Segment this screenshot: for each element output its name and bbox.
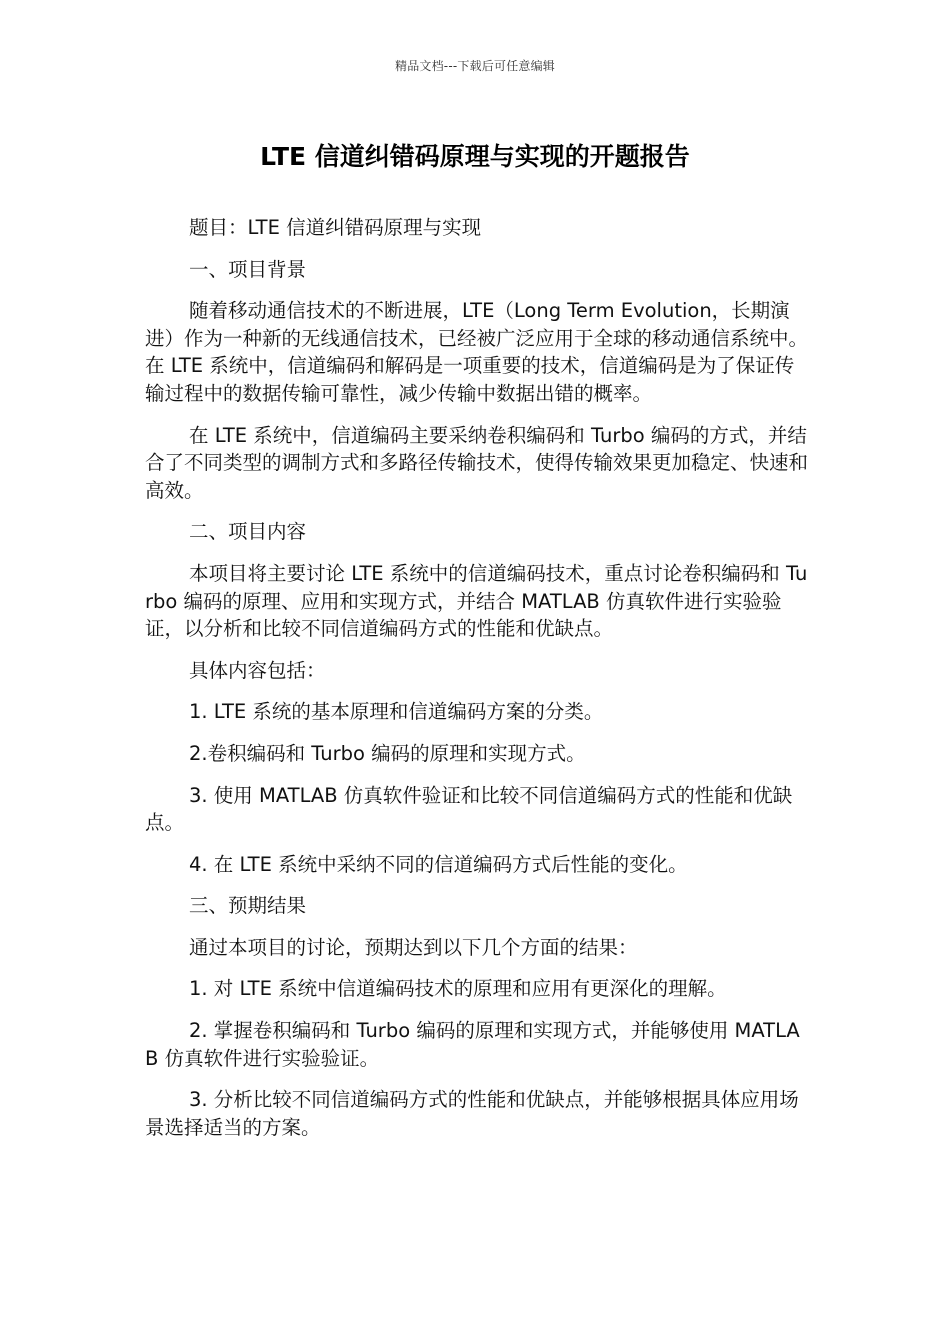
document-body [145,214,810,1155]
content-list-item: 2.卷积编码和 Turbo 编码的原理和实现方式。 [189,741,586,765]
content-list-item: 4. 在 LTE 系统中采纳不同的信道编码方式后性能的变化。 [189,852,688,876]
content-list-item: 3. 使用 MATLAB 仿真软件验证和比较不同信道编码方式的性能和优缺点。 [145,783,793,835]
content-paragraph: 本项目将主要讨论 LTE 系统中的信道编码技术，重点讨论卷积编码和 Turbo 编码的原理、应用和实现方式，并结合 MATLAB 仿真软件进行实验验证，以分析和比较不同信道编码方式的性能和优缺点。 [145,561,808,641]
section-heading-background: 一、项目背景 [189,257,307,281]
content-list-intro: 具体内容包括： [189,658,326,682]
background-paragraph-2: 在 LTE 系统中，信道编码主要采纳卷积编码和 Turbo 编码的方式，并结合了不同类型的调制方式和多路径传输技术，使得传输效果更加稳定、快速和高效。 [145,423,809,502]
document-title: LTE 信道纠错码原理与实现的开题报告 [260,142,690,171]
topic-line: 题目：LTE 信道纠错码原理与实现 [189,216,482,239]
section-heading-results: 三、预期结果 [189,894,307,918]
results-list-item: 2. 掌握卷积编码和 Turbo 编码的原理和实现方式，并能够使用 MATLAB 仿真软件进行实验验证。 [145,1019,800,1070]
results-intro: 通过本项目的讨论，预期达到以下几个方面的结果： [189,935,638,959]
header-note: 精品文档---下载后可任意编辑 [395,59,555,73]
section-heading-content: 二、项目内容 [189,520,307,544]
content-list-item: 1. LTE 系统的基本原理和信道编码方案的分类。 [189,700,604,724]
results-list-item: 1. 对 LTE 系统中信道编码技术的原理和应用有更深化的理解。 [189,977,727,1001]
background-paragraph-1: 随着移动通信技术的不断进展，LTE（Long Term Evolution，长期演进）作为一种新的无线通信技术，已经被广泛应用于全球的移动通信系统中。在 LTE 系统中，信道编码和解码是一项重要的技术，信道编码是为了保证传输过程中的数据传输可靠性，减少传输中数据出错的概率。 [145,299,809,405]
results-list-item: 3. 分析比较不同信道编码方式的性能和优缺点，并能够根据具体应用场景选择适当的方案。 [145,1088,799,1139]
